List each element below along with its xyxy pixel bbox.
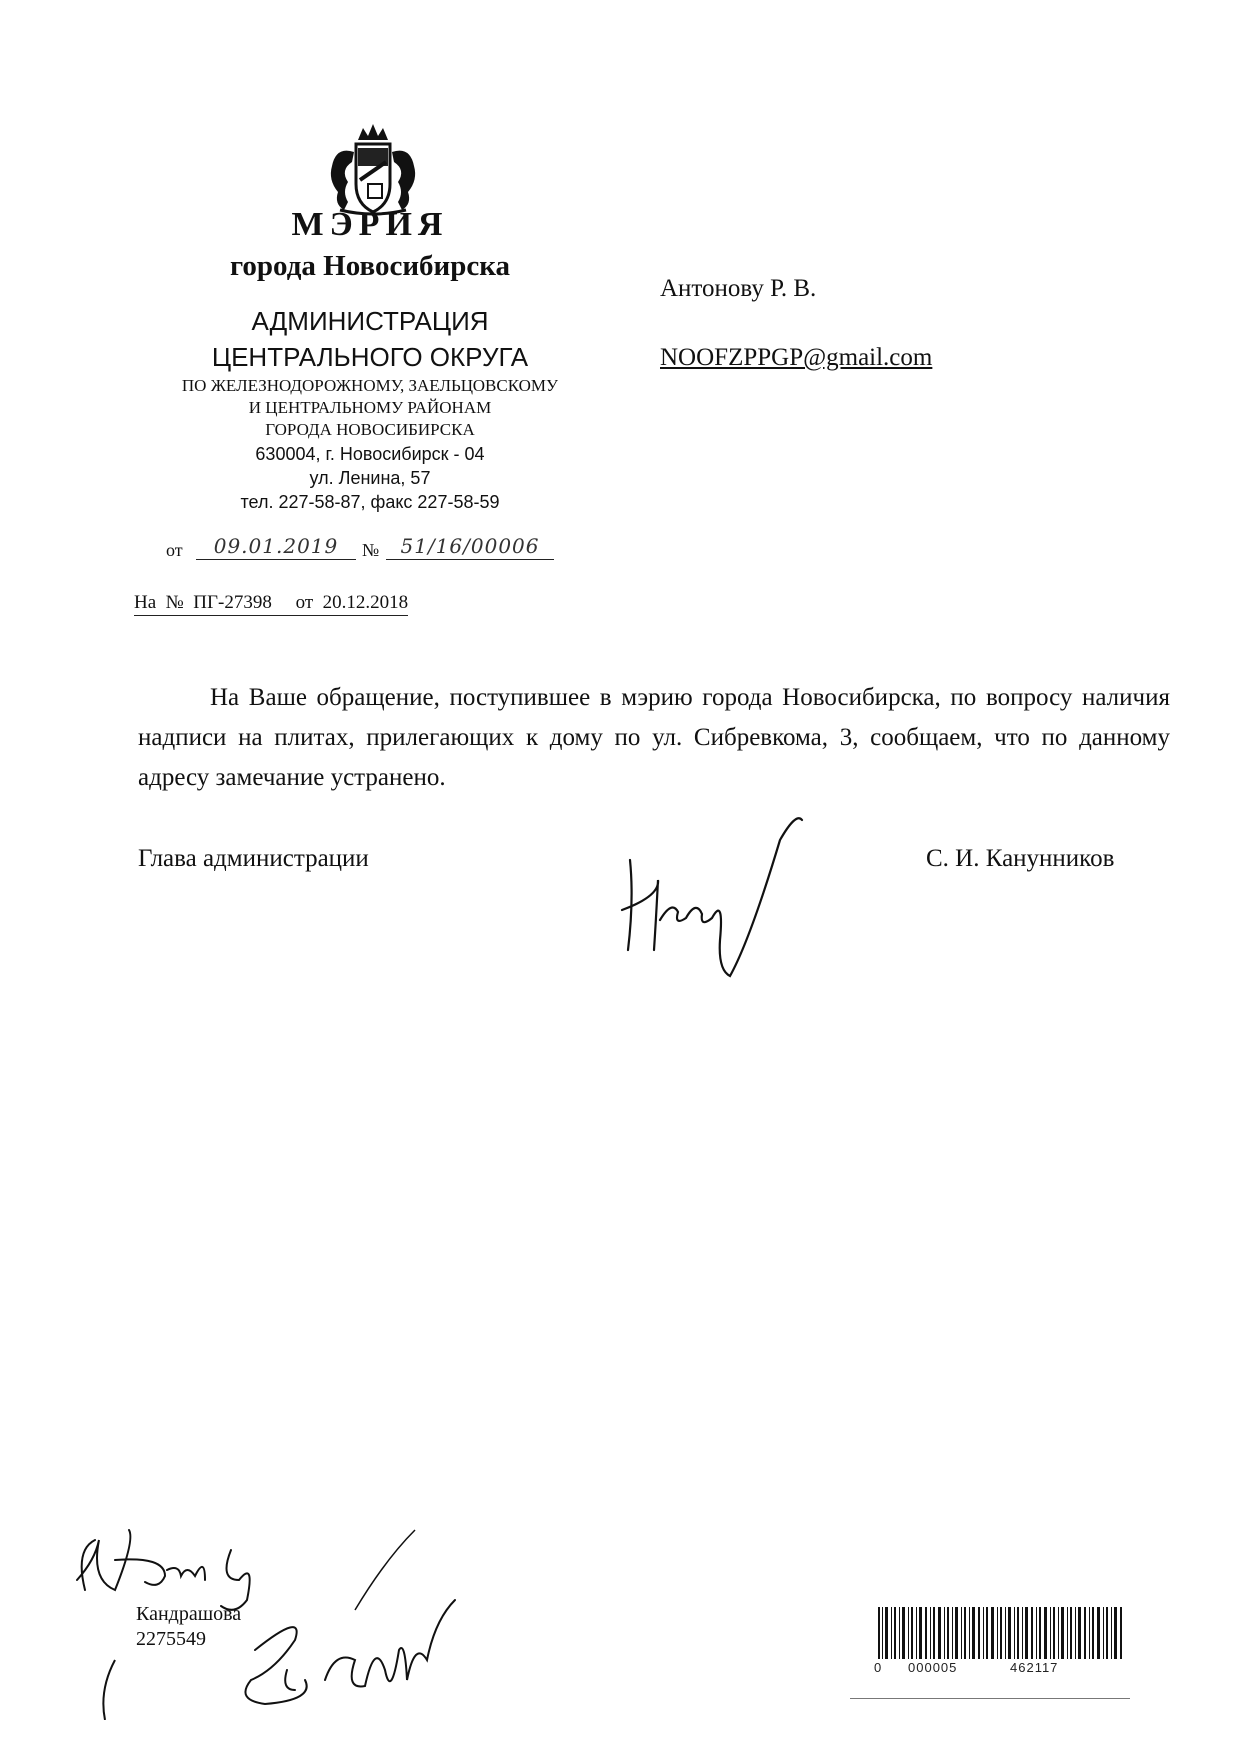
barcode-digit-prefix: 0 [874, 1660, 882, 1675]
registration-number-label: № [362, 540, 380, 560]
recipient-name: Антонову Р. В. [660, 275, 817, 302]
bottom-rule [850, 1698, 1130, 1699]
barcode-digits-right: 462117 [1010, 1660, 1059, 1675]
letter-body-paragraph: На Ваше обращение, поступившее в мэрию города Новосибирска, по вопросу наличия надписи на плитах, прилегающих к дому по ул. Сибревкома, 3, сообщаем, что по данному адресу замечание устранено. [138, 684, 1170, 791]
letterhead-city: города Новосибирска [229, 250, 511, 282]
letterhead-title: МЭРИЯ [291, 206, 449, 243]
registration-number-value: 51/16/00006 [386, 533, 554, 560]
letterhead-admin-line-1: АДМИНИСТРАЦИЯ [251, 306, 489, 336]
reference-line: На № ПГ-27398 от 20.12.2018 [134, 592, 408, 616]
signatory-name: С. И. Канунников [926, 845, 1115, 872]
letterhead-sub-line-1: ПО ЖЕЛЕЗНОДОРОЖНОМУ, ЗАЕЛЬЦОВСКОМУ [181, 376, 559, 395]
barcode-digits-left: 000005 [908, 1660, 958, 1675]
letterhead-admin-line-2: ЦЕНТРАЛЬНОГО ОКРУГА [211, 342, 529, 372]
coat-of-arms-icon [318, 118, 428, 218]
executor-phone: 2275549 [136, 1628, 206, 1650]
registration-date-label: от [166, 540, 183, 560]
letterhead-address-1: 630004, г. Новосибирск - 04 [255, 444, 485, 464]
registration-date-value: 09.01.2019 [196, 533, 356, 560]
letterhead-sub-line-3: ГОРОДА НОВОСИБИРСКА [265, 420, 475, 439]
letterhead-address-2: ул. Ленина, 57 [309, 468, 431, 488]
recipient-email: NOOFZPPGP@gmail.com [660, 344, 933, 371]
letter-body [138, 678, 1170, 798]
signatory-position: Глава администрации [138, 845, 369, 872]
letterhead-address-3: тел. 227-58-87, факс 227-58-59 [240, 492, 500, 512]
executor-name: Кандрашова [136, 1603, 242, 1625]
handwritten-signature [600, 800, 820, 980]
handwritten-initials [55, 1520, 475, 1720]
letterhead-sub-line-2: И ЦЕНТРАЛЬНОМУ РАЙОНАМ [248, 398, 492, 417]
